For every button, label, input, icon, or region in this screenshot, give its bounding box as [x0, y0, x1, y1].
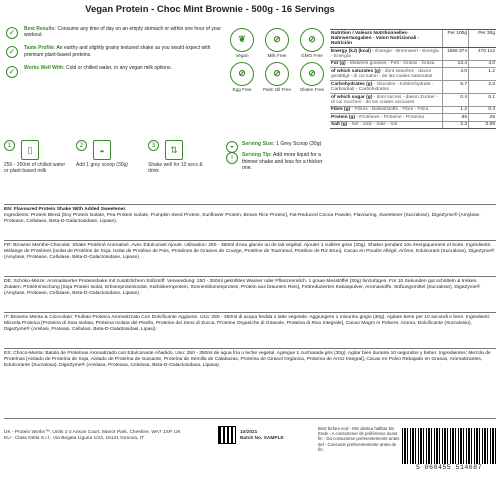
benefit-works-well-with	[4, 64, 222, 76]
badge-label: Vegan	[235, 53, 249, 58]
nutrient-per-serving: 2.0	[468, 81, 496, 93]
egg-free-icon: ⊘	[230, 62, 254, 86]
serving-info	[226, 141, 330, 176]
eu-address: EU - Class Delta S.r.l., Via Begata Liguria 1/23, 16121 Genova, IT	[4, 436, 144, 441]
batch-date: 10/2021	[240, 430, 258, 435]
uk-address: UK - Protein Works™, Units 1-2 Anson Court, Manor Park, Cheshire, WA7 1SP, UK	[4, 430, 181, 435]
glass-icon: ▯	[21, 140, 39, 160]
badge-label: Milk Free	[267, 53, 287, 58]
nutrient-per-serving: 0.4	[468, 107, 496, 113]
best-before: Best before end - Min desteu haltbar bis Ende - A consommer de préférence avant fin - Da consumirse preferentemente antes del - Consumir preferentemente antes de fin:	[318, 426, 400, 452]
serving-tip-label: Serving Tip:	[242, 152, 272, 159]
step-number: 1	[4, 140, 15, 151]
shaker-icon: ⇅	[165, 140, 183, 160]
nutrition-row	[330, 94, 496, 107]
badge-milk-free	[261, 28, 293, 58]
nutrition-row	[330, 107, 496, 114]
nutrient-sub: - dont saturées - davon gesättigt - di cui saturi - de las cuales saturadas	[331, 68, 433, 80]
benefit-best-results	[4, 26, 222, 38]
nutrient-per-100g: 1.2	[442, 107, 468, 113]
nutrient-sub: - Glucides - Kohlenhydrate - Carboidrati - Carbohidratos	[331, 81, 434, 93]
step-3	[148, 140, 210, 174]
nutrition-header	[330, 30, 496, 48]
nutrition-row	[330, 122, 496, 129]
nutrient-per-100g: 6.7	[442, 81, 468, 93]
nutrient-sub: - dont sucres - davon Zucker - di cui zuccheri - de los cuales azúcares	[331, 94, 438, 105]
serving-size-label: Serving Size:	[242, 141, 275, 147]
step-text: Add 1 grey scoop (30g)	[76, 162, 128, 168]
nutrient-label: of which sugar (g)	[331, 94, 373, 100]
divider	[4, 240, 496, 241]
nutrient-label: Fat (g)	[331, 61, 346, 67]
divider	[4, 312, 496, 313]
step-number: 2	[76, 140, 87, 151]
scoop-icon: ◒	[226, 141, 238, 153]
nutrient-per-100g: 0.4	[442, 94, 468, 106]
nutrient-per-serving: 470 112	[468, 48, 496, 60]
nutrition-row	[330, 114, 496, 121]
leaf-icon: ❦	[230, 28, 254, 52]
benefit-text: Consume any time of day on an empty stomach or within one hour of your workout.	[24, 26, 222, 39]
batch-number: Batch No. SAMPLE	[240, 436, 284, 441]
nutrient-sub: - Sel - Salz - Sale - Sal	[348, 122, 398, 128]
nutrition-header-label: Nutrition / Valeurs Nutritionnelles- Nahrwertangaben - Valori Nutrizionali - Nutrición	[331, 30, 420, 47]
badge-palm-oil-free	[261, 62, 293, 92]
milk-free-icon: ⊘	[265, 28, 289, 52]
lang-de: DE: Schoko-Minze: Aromatisierter Proteinshake mit zusätzlichem Süßstoff. Verwendung: 250 - 350ml gekühltes Wasser oder Pflanzenmilch. 1 graue Messlöffel (30g) hinzufügen. Für 10 Sekunden gut schütteln & trinken. Zutaten: Proteinmischung [Soja Protein Isolat, Erbsenproteinisolat, Kürbiskernprotein, Sonnenblumenprotein, Protein aus braunem Reis], Fettreduziertes Kakaopulver, Aromastoffe, Süßungsmittel (Sucralose), DigeZyme® (Amylase, Protease, Cellulase, Beta-D-Galactosidase, Lipase).	[4, 279, 481, 297]
nutrition-row	[330, 81, 496, 94]
nutrient-sub: - Fibres - Ballaststoffe - Fibre - Fibra	[351, 107, 429, 113]
step-2	[76, 140, 138, 168]
divider	[4, 348, 496, 349]
step-text: 250 - 350ml of chilled water or plant-based milk	[4, 162, 66, 175]
nutrition-row	[330, 48, 496, 61]
nutrition-header-col2: Per 30g	[468, 30, 496, 47]
step-number: 3	[148, 140, 159, 151]
badge-egg-free	[226, 62, 258, 92]
nutrient-per-serving: 0.1	[468, 94, 496, 106]
lang-it: IT: Brownie Menta & Cioccolato: Frullato Proteico Aromatizzato Con Dolcificante Aggiunto. Uso: 250 - 350ml di acqua fredda o latte vegetale. Aggiungere 1 misurino grigio (30g). Agitare bene per 10 secondi e bere. Ingredienti: Miscela Proteica [Proteina di Soia Isolata, Proteina Isolata del Pisello, Proteine dei Semi di Zucca, Proteine Organiche di Girasole, Proteina di Riso Integrale], Cacao Magro in Polvere, Aroma, Dolcificante (Sucralosio), DigeZyme® (Amilasi, Proteasi, Cellulasi, Beta-D-Galattosidasi, Lipasi).	[4, 315, 491, 333]
preparation-steps	[4, 140, 214, 204]
nutrition-header-col1: Per 100g	[442, 30, 468, 47]
scoop-icon: ◒	[93, 140, 111, 160]
nutrient-sub: - Protéines - Proteine - Proteína	[356, 114, 425, 120]
badge-gluten-free	[296, 62, 328, 92]
step-text: Shake well for 10 secs & drink	[148, 162, 203, 175]
lang-fr: FR: Brownie Menthe-Chocolat: Shake Protéiné Aromatisé. Avec Édulcorant Ajouté. Utilisation: 250 - 350ml d'eau glacée ou de lait végétal. Ajouter 1 cuillère grise (30g). Shaker pendant 10s énergiquement et boire. Ingrédients: Mélange de Protéines [Isolat de Protéine de Soja, Isolat de Protéine de Pois, Protéines de Graines de Courge, Protéine de Tournesol, Protéine de Riz Brun], Cacao en Poudre Allégé, Arôme, Edulcorant (Sucralose), DigeZyme® (Amylase, Protéase, Cellulase, Bêta-D-Galactosidase, Lipase).	[4, 243, 495, 261]
nutrient-label: Fibre (g)	[331, 107, 351, 113]
badge-label: GMO Free	[301, 53, 323, 58]
nutrient-per-100g: 13.4	[442, 61, 468, 67]
en-ingredients: Ingredients: Protein Blend [Soy Protein Isolate, Pea Protein Isolate, Pumpkin Seed Protein, Sunflower Protein, Brown Rice Protein], Fat-Reduced Cocoa Powder, Flavouring, Sweetener (Sucralose), DigeZyme® (Amylase, Protease, Cellulase, Beta-D-Galactosidase, Lipase).	[4, 213, 481, 225]
en-heading: EN: Flavoured Protein Shake With Added Sweetener.	[4, 207, 127, 212]
badge-gmo-free	[296, 28, 328, 58]
qr-code	[218, 426, 236, 444]
palm-oil-free-icon: ⊘	[265, 62, 289, 86]
nutrient-per-serving: 0.69	[468, 122, 496, 128]
barcode	[402, 428, 496, 472]
lang-es: ES: Choco-Menta: Batido de Proteínas Aromatizado con Edulcorante Añadido. Uso: 250 - 350ml de agua fría o leche vegetal. Agregue 1 cucharada gris (30g). Agitar bien durante 10 segundos y beber. Ingredientes: Mezcla de Proteínas [Aislado de Proteína de Soja, Aislado de Proteína de Guisante, Proteína de Semilla de Calabazas, Proteína de Girasol Orgánica, Proteína de Arroz Integral], Cacao en Polvo Rebajado en Grasas, Aromatizantes, Edulcorante (Sucralosa), DigeZyme® (Amilasa, Proteasa, Celulosa, Beta-D-Galactosidasa, Lipasa).	[4, 351, 491, 369]
page-title: Vegan Protein - Choc Mint Brownie - 500g - 16 Servings	[85, 4, 335, 15]
badge-label: Egg Free	[232, 87, 252, 92]
nutrient-per-serving: 1.2	[468, 68, 496, 80]
benefit-text: Cold or chilled water, or any vegan milk options.	[66, 64, 172, 71]
barcode-number: 5 060455 514687	[415, 464, 482, 471]
check-icon: ✓	[6, 27, 18, 39]
nutrition-table	[330, 29, 496, 129]
benefit-label: Works Well With:	[24, 64, 65, 71]
benefit-label: Taste Profile:	[24, 45, 56, 52]
badge-vegan	[226, 28, 258, 58]
nutrient-per-100g: 1566 374	[442, 48, 468, 60]
check-icon: ✓	[6, 66, 18, 78]
divider	[4, 418, 496, 419]
nutrient-per-100g: 85	[442, 114, 468, 120]
check-icon: ✓	[6, 46, 18, 58]
nutrient-label: Salt (g)	[331, 122, 348, 128]
divider	[4, 276, 496, 277]
divider	[4, 204, 496, 205]
tip-icon: i	[226, 152, 238, 164]
lang-en	[4, 207, 496, 225]
benefit-text: An earthy and slightly grainy textured shake as you would expect with premium plant-based proteins.	[24, 45, 211, 58]
step-1	[4, 140, 66, 174]
serving-tip-text: Add more liquid for a thinner shake and less for a thicker one.	[242, 152, 323, 171]
nutrient-sub: - Matières grasses - Fett - Grassi - Grasa	[347, 61, 435, 67]
nutrient-per-100g: 2.3	[442, 122, 468, 128]
nutrition-row	[330, 68, 496, 81]
serving-tip	[226, 152, 330, 171]
badge-label: Gluten Free	[299, 87, 325, 92]
gluten-free-icon: ⊘	[300, 62, 324, 86]
nutrient-label: Energy (kJ) (kcal)	[331, 48, 371, 54]
nutrient-per-100g: 4.0	[442, 68, 468, 80]
serving-size	[226, 141, 330, 150]
nutrient-per-serving: 4.0	[468, 61, 496, 67]
gmo-free-icon: ⊘	[300, 28, 324, 52]
benefit-taste-profile	[4, 45, 222, 57]
diet-badges	[226, 28, 328, 96]
nutrient-label: Protein (g)	[331, 114, 355, 120]
badge-label: Palm Oil Free	[262, 87, 292, 92]
nutrition-row	[330, 61, 496, 68]
benefits-list	[4, 26, 222, 78]
serving-size-text: 1 Grey Scoop (30g)	[276, 141, 322, 147]
benefit-label: Best Results:	[24, 26, 56, 32]
company-address	[4, 430, 209, 442]
batch-info	[240, 430, 310, 442]
nutrient-sub: - Énergie - Brennwert - Energia - Energía	[331, 48, 439, 59]
barcode-bars	[402, 428, 496, 464]
nutrient-per-serving: 25	[468, 114, 496, 120]
nutrient-label: of which saturates (g)	[331, 68, 381, 74]
nutrient-label: Carbohydrates (g)	[331, 81, 373, 87]
